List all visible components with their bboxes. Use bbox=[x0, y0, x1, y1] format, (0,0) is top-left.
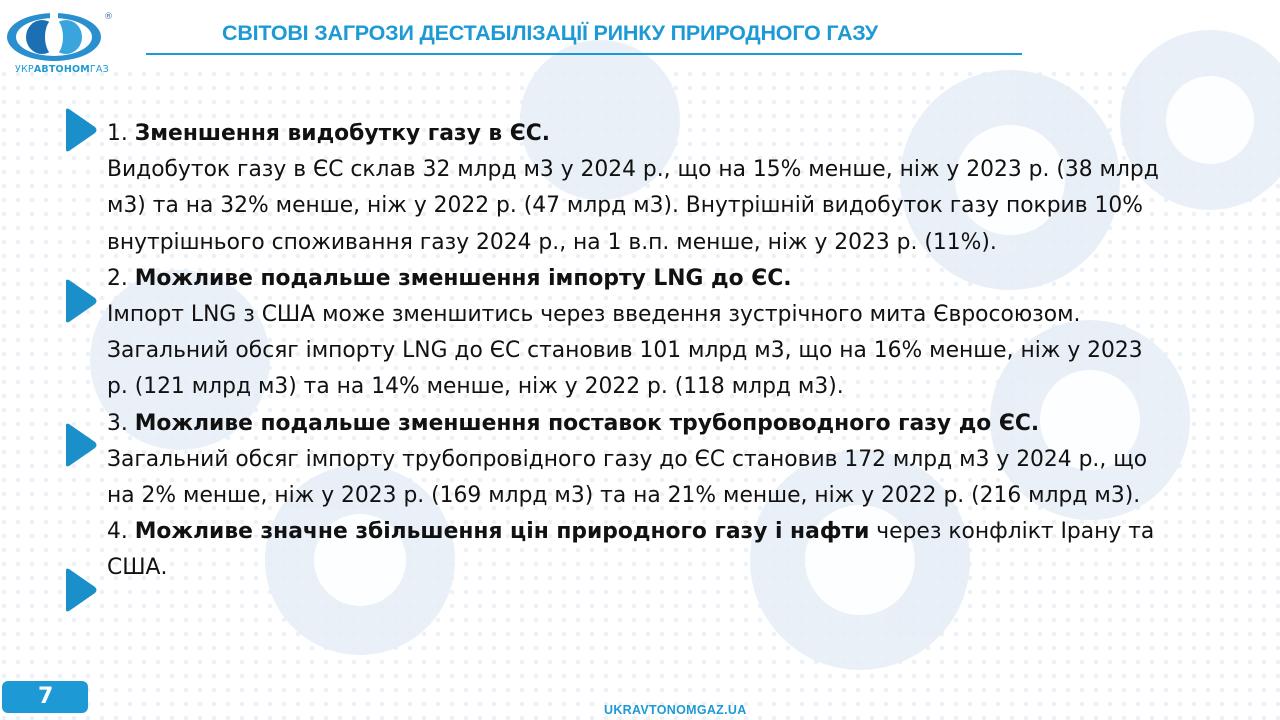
item-heading: Можливе подальше зменшення поставок трубопроводного газу до ЄС. bbox=[134, 410, 1040, 436]
item-2-heading-line bbox=[107, 261, 1167, 297]
item-tail: через конфлікт Ірану та США. bbox=[107, 519, 1155, 581]
item-3-heading-line bbox=[107, 406, 1167, 442]
item-number: 1. bbox=[107, 121, 128, 146]
item-2-paragraph: Загальний обсяг імпорту LNG до ЄС становив 101 млрд м3, що на 16% менше, ніж у 2023 р. (121 млрд м3) та на 14% менше, ніж у 2022 р. (118 млрд м3). bbox=[107, 338, 1143, 400]
bullet-arrow-icon bbox=[64, 279, 98, 323]
footer-website-link[interactable]: UKRAVTONOMGAZ.UA bbox=[604, 703, 747, 717]
bullet-arrow-icon bbox=[64, 568, 98, 612]
item-number: 3. bbox=[107, 410, 128, 436]
logo-emblem-icon bbox=[6, 12, 102, 62]
item-number: 2. bbox=[107, 265, 128, 291]
logo-prefix: УКР bbox=[15, 64, 34, 75]
main-content bbox=[107, 116, 1167, 587]
logo-suffix: ГАЗ bbox=[89, 64, 109, 75]
item-2-paragraph: Імпорт LNG з США може зменшитись через введення зустрічного мита Євросоюзом. bbox=[107, 302, 1081, 328]
logo-wordmark bbox=[15, 64, 109, 75]
bullet-arrow-icon bbox=[64, 423, 98, 467]
logo-registered-mark: ® bbox=[104, 12, 113, 22]
item-1-paragraph: Видобуток газу в ЄС склав 32 млрд м3 у 2024 р., що на 15% менше, ніж у 2023 р. (38 млрд м3) та на 32% менше, ніж у 2022 р. (47 млрд м3). Внутрішній видобуток газу покрив 10% внутрішнього споживання газу 2024 р., на 1 в.п. менше, ніж у 2023 р. (11%). bbox=[107, 157, 1159, 255]
item-heading: Зменшення видобутку газу в ЄС. bbox=[134, 121, 551, 146]
page-title: СВІТОВІ ЗАГРОЗИ ДЕСТАБІЛІЗАЦІЇ РИНКУ ПРИРОДНОГО ГАЗУ bbox=[222, 21, 878, 45]
item-1-heading-line bbox=[107, 116, 1167, 152]
page-number-badge: 7 bbox=[2, 681, 88, 713]
item-heading: Можливе подальше зменшення імпорту LNG до ЄС. bbox=[134, 265, 792, 291]
item-heading: Можливе значне збільшення цін природного газу і нафти bbox=[134, 519, 870, 545]
title-underline bbox=[146, 53, 1022, 55]
logo-middle: АВТОНОМ bbox=[33, 64, 90, 75]
bullet-arrow-icon bbox=[64, 108, 98, 152]
item-4-line bbox=[107, 514, 1167, 586]
company-logo bbox=[6, 12, 118, 74]
item-3-paragraph: Загальний обсяг імпорту трубопровідного газу до ЄС становив 172 млрд м3 у 2024 р., що на 2% менше, ніж у 2023 р. (169 млрд м3) та на 21% менше, ніж у 2022 р. (216 млрд м3). bbox=[107, 446, 1148, 509]
item-number: 4. bbox=[107, 519, 128, 545]
